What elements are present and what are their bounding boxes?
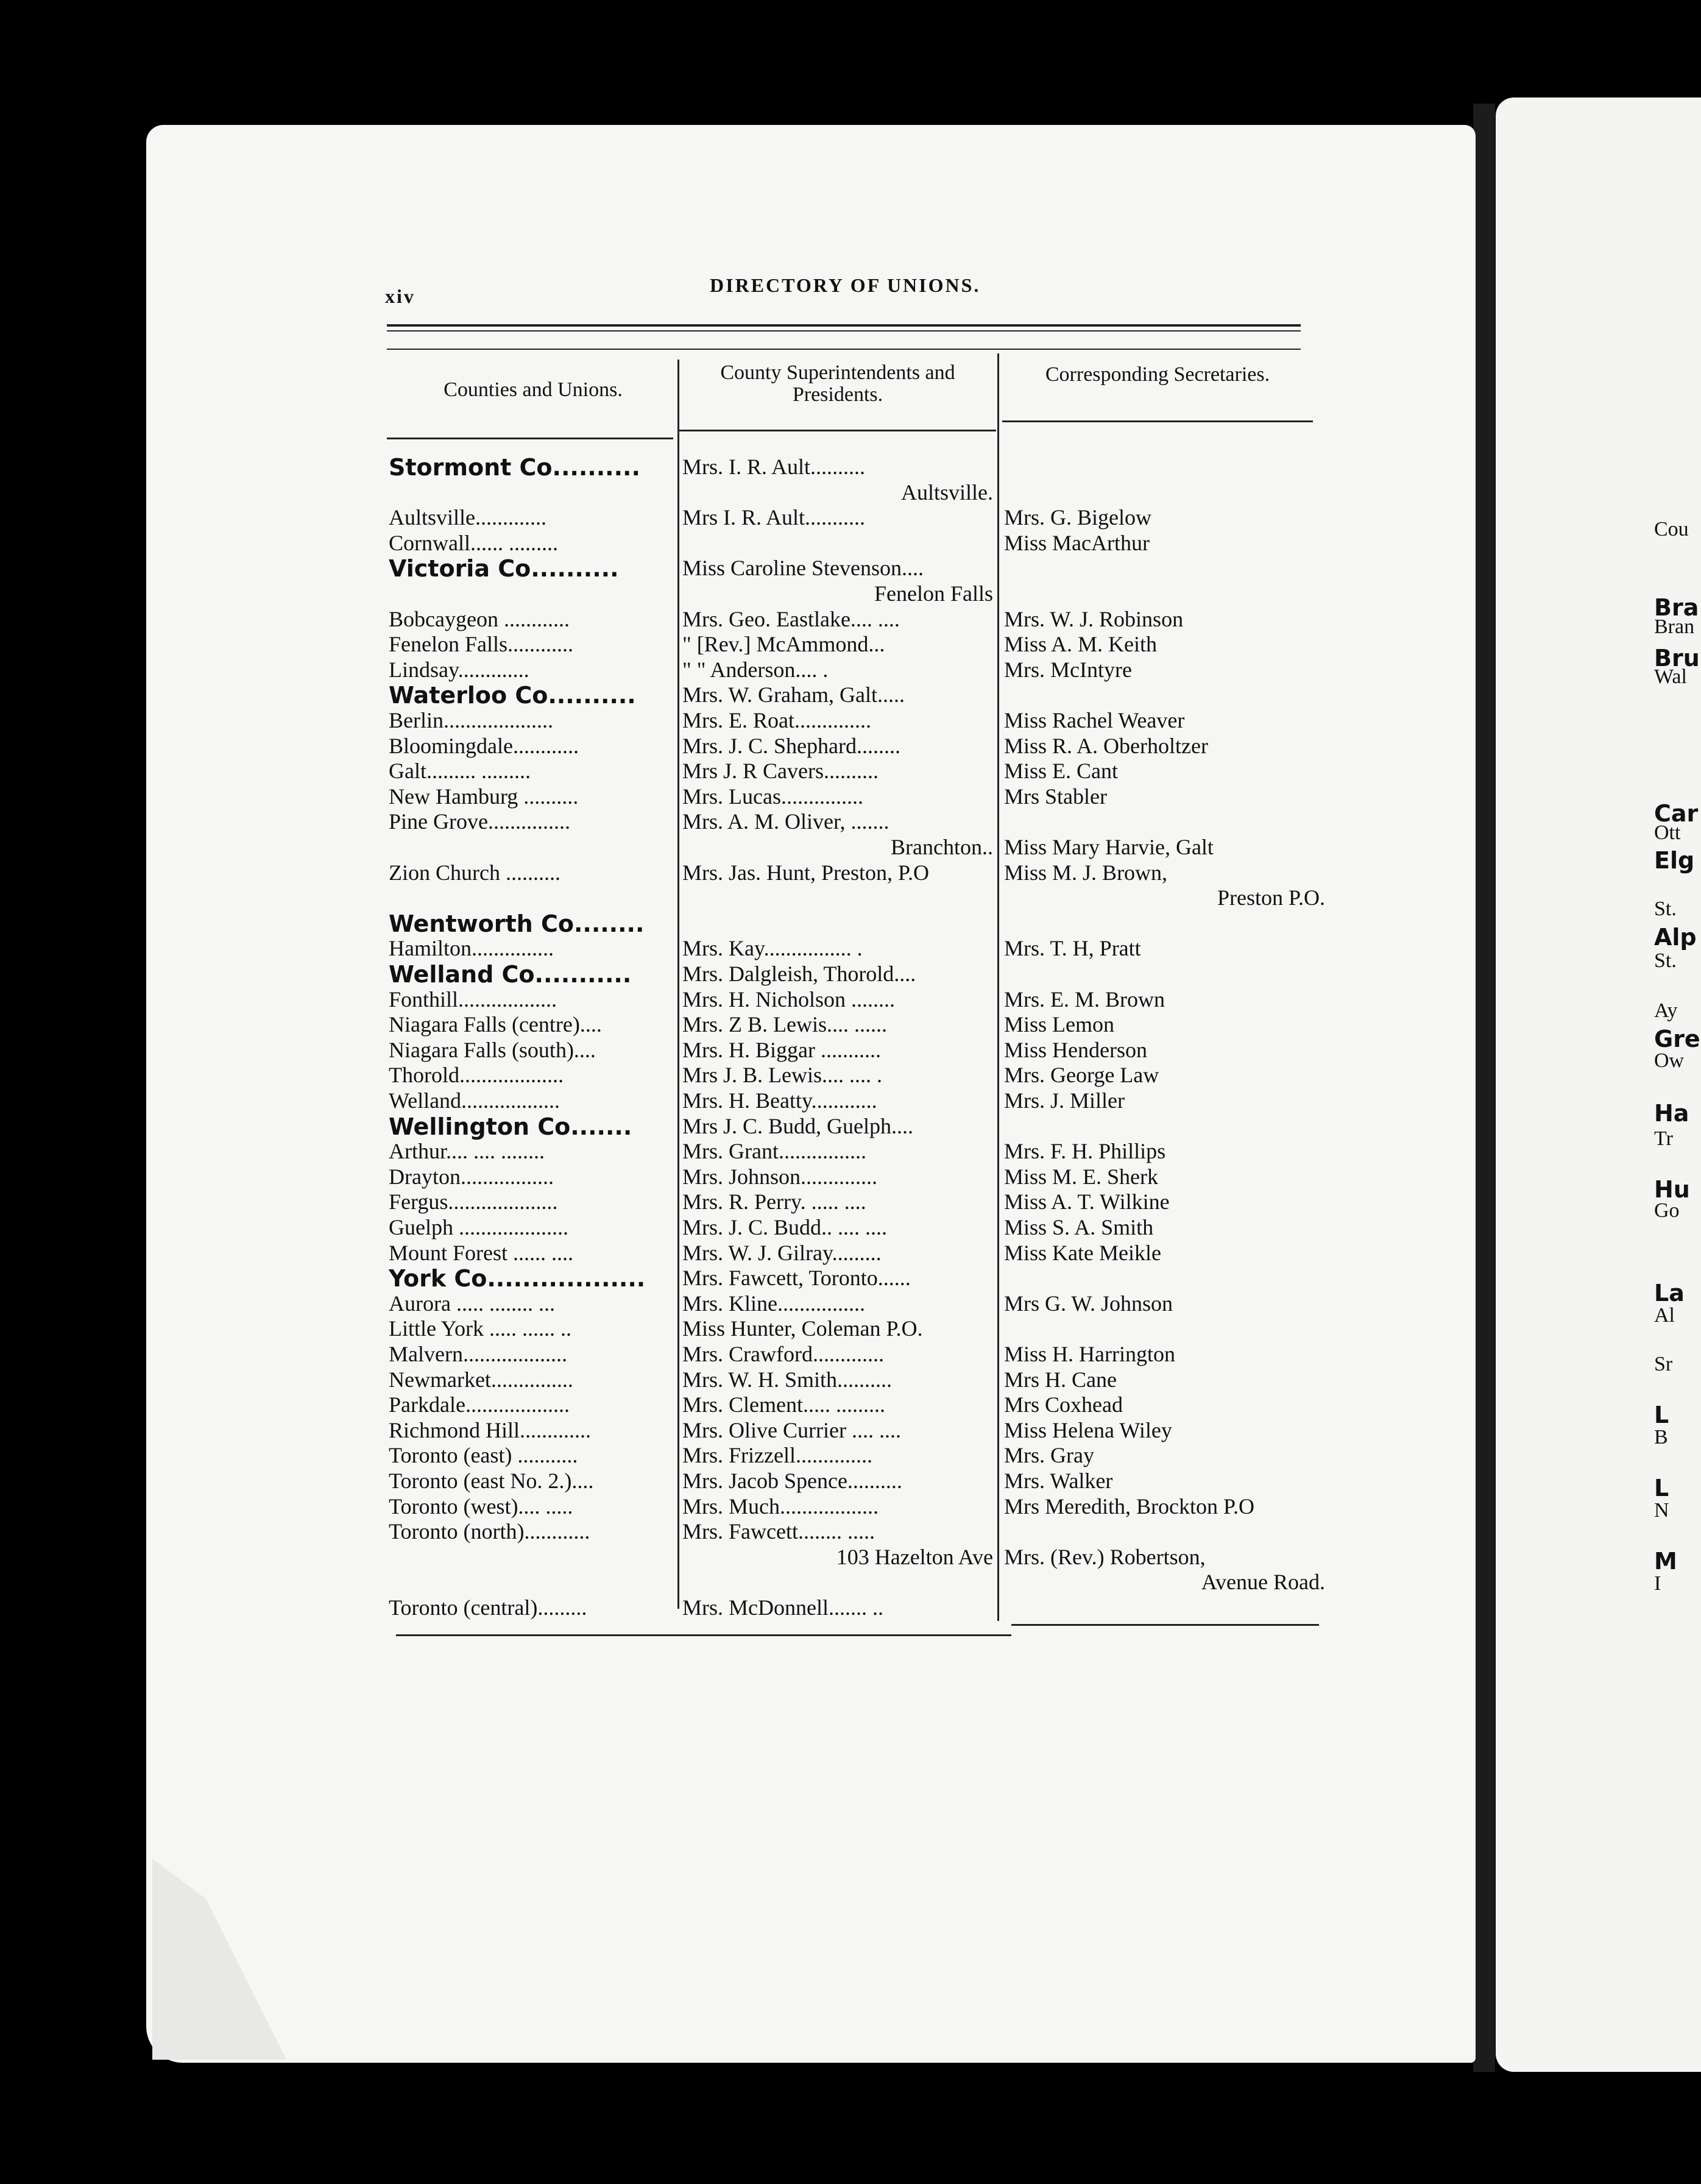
- secretary-name: Mrs. W. J. Robinson: [1004, 607, 1184, 631]
- president-name: Mrs J. R Cavers..........: [682, 759, 879, 783]
- president-name: Miss Caroline Stevenson....: [682, 556, 924, 580]
- union-name: Parkdale...................: [389, 1392, 570, 1417]
- union-name: Welland..................: [389, 1088, 561, 1113]
- bottom-rule-left: [396, 1634, 1011, 1636]
- facing-page-line: Ha: [1654, 1100, 1689, 1127]
- president-name: Mrs. Jas. Hunt, Preston, P.O: [682, 860, 930, 885]
- union-name: Niagara Falls (south)....: [389, 1038, 596, 1062]
- secretary-name: Mrs H. Cane: [1004, 1367, 1117, 1392]
- secretary-name: Mrs G. W. Johnson: [1004, 1291, 1173, 1316]
- county-name: York Co..................: [389, 1265, 646, 1292]
- secretary-name: Mrs. E. M. Brown: [1004, 987, 1165, 1012]
- facing-page-line: Al: [1654, 1304, 1675, 1327]
- president-name: Mrs. Olive Currier .... ....: [682, 1418, 901, 1442]
- county-name: Wentworth Co........: [389, 910, 645, 937]
- facing-page-line: Wal: [1654, 665, 1687, 688]
- union-name: New Hamburg ..........: [389, 784, 579, 809]
- bottom-rule-right: [1011, 1624, 1319, 1626]
- book-gutter: [1473, 104, 1495, 2072]
- president-name: Mrs. McDonnell....... ..: [682, 1595, 883, 1620]
- header-rule-2: [387, 349, 1301, 350]
- president-name: Mrs. H. Biggar ...........: [682, 1038, 881, 1062]
- column-header-counties: Counties and Unions.: [444, 378, 623, 401]
- union-name: Little York ..... ...... ..: [389, 1316, 572, 1341]
- column-header-presidents-1: County Superintendents and: [720, 361, 955, 384]
- secretary-name: Miss Lemon: [1004, 1012, 1115, 1037]
- facing-page-line: I: [1654, 1572, 1661, 1595]
- union-name: Toronto (east No. 2.)....: [389, 1469, 594, 1493]
- header-rule-top: [387, 324, 1301, 327]
- president-name: Mrs. R. Perry. ..... ....: [682, 1190, 866, 1214]
- column-divider-2: [997, 353, 999, 1621]
- president-name: 103 Hazelton Ave: [836, 1545, 993, 1569]
- union-name: Fenelon Falls............: [389, 632, 573, 656]
- facing-page-line: Bran: [1654, 615, 1695, 638]
- president-name: Mrs. Dalgleish, Thorold....: [682, 962, 916, 986]
- union-name: Drayton.................: [389, 1165, 554, 1189]
- president-name: Mrs. Fawcett, Toronto......: [682, 1266, 911, 1290]
- union-name: Niagara Falls (centre)....: [389, 1012, 602, 1037]
- president-name: Miss Hunter, Coleman P.O.: [682, 1316, 923, 1341]
- union-name: Mount Forest ...... ....: [389, 1241, 574, 1265]
- president-name: Mrs. J. C. Budd.. .... ....: [682, 1215, 888, 1239]
- secretary-name: Miss Mary Harvie, Galt: [1004, 835, 1214, 859]
- president-name: Mrs. Lucas...............: [682, 784, 863, 809]
- president-name: Mrs. Geo. Eastlake.... ....: [682, 607, 900, 631]
- union-name: Pine Grove...............: [389, 809, 570, 834]
- column-rule-1: [387, 438, 673, 439]
- president-name: Mrs. Clement..... .........: [682, 1392, 885, 1417]
- union-name: Malvern...................: [389, 1342, 567, 1366]
- president-name: Mrs. Jacob Spence..........: [682, 1469, 902, 1493]
- union-name: Lindsay.............: [389, 658, 529, 682]
- president-name: Branchton..: [891, 835, 993, 859]
- facing-page-line: Elg: [1654, 847, 1695, 874]
- president-name: Mrs. H. Beatty............: [682, 1088, 877, 1113]
- secretary-name: Mrs. Gray: [1004, 1443, 1094, 1467]
- president-name: Mrs. Z B. Lewis.... ......: [682, 1012, 887, 1037]
- secretary-name: Mrs Coxhead: [1004, 1392, 1123, 1417]
- secretary-name: Miss M. J. Brown,: [1004, 860, 1168, 885]
- union-name: Fergus....................: [389, 1190, 558, 1214]
- secretary-name: Miss E. Cant: [1004, 759, 1119, 783]
- president-name: Mrs. A. M. Oliver, .......: [682, 809, 889, 834]
- facing-page-line: St.: [1654, 898, 1677, 920]
- secretary-name: Miss Rachel Weaver: [1004, 708, 1185, 732]
- secretary-name: Mrs. (Rev.) Robertson,: [1004, 1545, 1206, 1569]
- header-rule-top-thin: [387, 330, 1301, 332]
- union-name: Richmond Hill.............: [389, 1418, 591, 1442]
- county-name: Waterloo Co..........: [389, 682, 636, 709]
- union-name: Aurora ..... ........ ...: [389, 1291, 555, 1316]
- president-name: Mrs. Fawcett........ .....: [682, 1519, 875, 1544]
- facing-page-line: La: [1654, 1280, 1685, 1306]
- column-header-presidents-2: Presidents.: [792, 383, 883, 406]
- president-name: Mrs J. B. Lewis.... .... .: [682, 1063, 883, 1087]
- facing-page-line: Go: [1654, 1199, 1680, 1222]
- facing-page-line: St.: [1654, 949, 1677, 972]
- secretary-name: Mrs. Walker: [1004, 1469, 1113, 1493]
- facing-page-line: Cou: [1654, 518, 1689, 541]
- facing-page-line: Ow: [1654, 1049, 1685, 1072]
- union-name: Cornwall...... .........: [389, 531, 558, 555]
- president-name: Mrs I. R. Ault...........: [682, 505, 866, 530]
- facing-page: [1496, 98, 1701, 2072]
- secretary-name: Miss A. T. Wilkine: [1004, 1190, 1170, 1214]
- column-divider-1: [677, 360, 679, 1609]
- facing-page-line: Gre: [1654, 1026, 1700, 1052]
- union-name: Toronto (west).... .....: [389, 1494, 573, 1519]
- secretary-name: Miss S. A. Smith: [1004, 1215, 1154, 1239]
- secretary-name: Mrs. G. Bigelow: [1004, 505, 1151, 530]
- president-name: Aultsville.: [901, 480, 993, 505]
- secretary-name: Miss Kate Meikle: [1004, 1241, 1161, 1265]
- union-name: Aultsville.............: [389, 505, 546, 530]
- president-name: Mrs. Grant................: [682, 1139, 866, 1163]
- facing-page-line: B: [1654, 1426, 1668, 1448]
- county-name: Welland Co...........: [389, 961, 632, 988]
- secretary-name: Miss R. A. Oberholtzer: [1004, 734, 1208, 758]
- president-name: Mrs. I. R. Ault..........: [682, 455, 866, 479]
- president-name: Mrs. Frizzell..............: [682, 1443, 872, 1467]
- union-name: Bobcaygeon ............: [389, 607, 570, 631]
- secretary-name: Mrs. F. H. Phillips: [1004, 1139, 1166, 1163]
- president-name: Mrs. Crawford.............: [682, 1342, 884, 1366]
- union-name: Bloomingdale............: [389, 734, 579, 758]
- secretary-name: Mrs. J. Miller: [1004, 1088, 1125, 1113]
- facing-page-line: Car: [1654, 800, 1699, 827]
- secretary-name: Miss M. E. Sherk: [1004, 1165, 1159, 1189]
- facing-page-line: Alp: [1654, 924, 1697, 951]
- president-name: Mrs. Johnson..............: [682, 1165, 878, 1189]
- facing-page-line: N: [1654, 1499, 1669, 1522]
- secretary-name: Mrs. T. H, Pratt: [1004, 936, 1141, 960]
- facing-page-line: Tr: [1654, 1127, 1673, 1150]
- union-name: Guelph ....................: [389, 1215, 568, 1239]
- facing-page-line: Bru: [1654, 645, 1700, 672]
- secretary-name: Miss Henderson: [1004, 1038, 1147, 1062]
- facing-page-line: Ott: [1654, 821, 1681, 844]
- president-name: Mrs. Kline................: [682, 1291, 865, 1316]
- column-rule-3: [1002, 420, 1313, 422]
- union-name: Galt......... .........: [389, 759, 531, 783]
- facing-page-line: L: [1654, 1402, 1669, 1428]
- president-name: Mrs. W. J. Gilray.........: [682, 1241, 882, 1265]
- column-header-secretaries: Corresponding Secretaries.: [1045, 363, 1270, 386]
- union-name: Hamilton...............: [389, 936, 554, 960]
- president-name: Mrs. E. Roat..............: [682, 708, 871, 732]
- president-name: Mrs. W. H. Smith..........: [682, 1367, 893, 1392]
- column-rule-2: [679, 430, 996, 431]
- president-name: Mrs. Much..................: [682, 1494, 879, 1519]
- facing-page-line: M: [1654, 1548, 1677, 1575]
- secretary-name: Mrs. McIntyre: [1004, 658, 1132, 682]
- president-name: " " Anderson.... .: [682, 658, 829, 682]
- secretary-name: Miss MacArthur: [1004, 531, 1150, 555]
- president-name: Mrs. H. Nicholson ........: [682, 987, 895, 1012]
- secretary-name: Mrs Meredith, Brockton P.O: [1004, 1494, 1254, 1519]
- union-name: Fonthill..................: [389, 987, 557, 1012]
- county-name: Victoria Co..........: [389, 555, 619, 582]
- union-name: Newmarket...............: [389, 1367, 573, 1392]
- president-name: Mrs. W. Graham, Galt.....: [682, 682, 905, 707]
- facing-page-line: Hu: [1654, 1176, 1690, 1203]
- page-number: xiv: [385, 285, 416, 307]
- secretary-name: Avenue Road.: [1201, 1570, 1325, 1594]
- facing-page-line: L: [1654, 1475, 1669, 1502]
- union-name: Thorold...................: [389, 1063, 564, 1087]
- secretary-name: Miss A. M. Keith: [1004, 632, 1158, 656]
- president-name: Mrs. Kay................ .: [682, 936, 863, 960]
- president-name: " [Rev.] McAmmond...: [682, 632, 885, 656]
- facing-page-line: Bra: [1654, 594, 1699, 621]
- union-name: Zion Church ..........: [389, 860, 561, 885]
- page-title: DIRECTORY OF UNIONS.: [710, 274, 981, 296]
- county-name: Stormont Co..........: [389, 454, 640, 481]
- secretary-name: Miss Helena Wiley: [1004, 1418, 1172, 1442]
- secretary-name: Mrs Stabler: [1004, 784, 1107, 809]
- union-name: Arthur.... .... ........: [389, 1139, 545, 1163]
- facing-page-line: Ay: [1654, 999, 1678, 1022]
- president-name: Mrs J. C. Budd, Guelph....: [682, 1114, 914, 1138]
- secretary-name: Miss H. Harrington: [1004, 1342, 1175, 1366]
- union-name: Berlin....................: [389, 708, 553, 732]
- union-name: Toronto (central).........: [389, 1595, 587, 1620]
- facing-page-line: Sr: [1654, 1353, 1673, 1375]
- county-name: Wellington Co.......: [389, 1113, 632, 1140]
- union-name: Toronto (north)............: [389, 1519, 590, 1544]
- secretary-name: Preston P.O.: [1217, 885, 1325, 910]
- secretary-name: Mrs. George Law: [1004, 1063, 1159, 1087]
- president-name: Mrs. J. C. Shephard........: [682, 734, 900, 758]
- president-name: Fenelon Falls: [874, 581, 993, 606]
- union-name: Toronto (east) ...........: [389, 1443, 578, 1467]
